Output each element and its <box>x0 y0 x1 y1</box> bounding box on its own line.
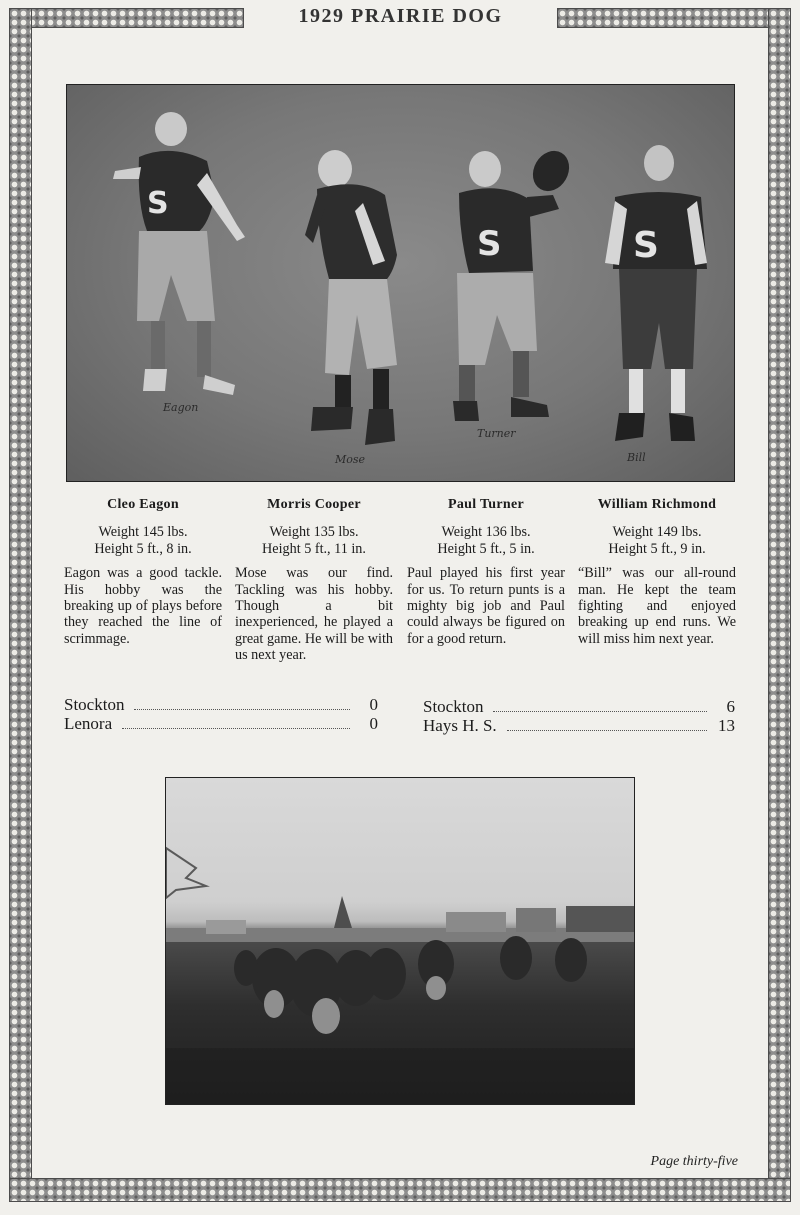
score-points: 6 <box>726 697 735 716</box>
player-name: Paul Turner <box>447 497 525 512</box>
player-bio: Paul played his first year for us. To return punts is a mighty big job and Paul could always be figured on for a good return. <box>407 565 565 647</box>
svg-text:S: S <box>477 224 502 264</box>
signature-eagon: Eagon <box>163 401 199 414</box>
player-column-turner <box>407 497 565 647</box>
player-bio: Mose was our find. Tackling was his hobby. Though a bit inexperienced, he played a great game. He will be with us next year. <box>235 565 393 664</box>
player-weight: Weight 145 lbs. <box>98 524 188 541</box>
leader-dots <box>507 729 707 731</box>
ornamental-border-bottom <box>9 1178 791 1202</box>
ornamental-border-top-left <box>9 8 244 28</box>
signature-turner: Turner <box>477 427 516 440</box>
player-column-eagon <box>64 497 222 647</box>
team-photo-figures <box>67 85 734 481</box>
score-team: Stockton <box>423 697 484 716</box>
leader-dots <box>134 708 350 710</box>
page-number: Page thirty-five <box>650 1154 738 1169</box>
player-height: Height 5 ft., 8 in. <box>94 540 192 557</box>
player-figure-bill <box>605 145 707 441</box>
signature-mose: Mose <box>335 453 366 466</box>
player-column-richmond <box>578 497 736 647</box>
game-action-photo <box>165 777 635 1105</box>
player-figure-eagon <box>113 112 245 395</box>
team-photo <box>66 84 735 482</box>
page-header-title: 1929 PRAIRIE DOG <box>298 5 503 27</box>
ornamental-border-left <box>9 8 32 1202</box>
score-row <box>64 714 378 733</box>
score-points: 13 <box>718 716 735 735</box>
game-photo-scene <box>166 778 634 1104</box>
player-height: Height 5 ft., 11 in. <box>262 540 366 557</box>
player-figure-mose <box>305 150 397 445</box>
score-row <box>423 697 735 716</box>
score-team: Lenora <box>64 714 113 733</box>
score-row <box>423 716 735 735</box>
score-team: Stockton <box>64 695 125 714</box>
score-points: 0 <box>369 695 378 714</box>
player-height: Height 5 ft., 9 in. <box>608 540 706 557</box>
score-row <box>64 695 378 714</box>
svg-text:S: S <box>633 225 659 266</box>
player-weight: Weight 135 lbs. <box>269 524 359 541</box>
player-name: Morris Cooper <box>267 497 361 512</box>
player-name: William Richmond <box>597 497 717 512</box>
ornamental-border-top-right <box>557 8 791 28</box>
player-bio: Eagon was a good tackle. His hobby was the breaking up of plays before they reached the line of scrimmage. <box>64 565 222 647</box>
score-team: Hays H. S. <box>423 716 497 735</box>
svg-text:S: S <box>147 186 169 221</box>
score-points: 0 <box>369 714 378 733</box>
player-weight: Weight 136 lbs. <box>441 524 531 541</box>
player-height: Height 5 ft., 5 in. <box>437 540 535 557</box>
player-name: Cleo Eagon <box>107 497 179 512</box>
player-column-cooper <box>235 497 393 664</box>
player-figure-turner <box>453 144 576 421</box>
leader-dots <box>493 710 707 712</box>
ornamental-border-right <box>768 8 791 1202</box>
player-weight: Weight 149 lbs. <box>612 524 702 541</box>
player-bio: “Bill” was our all-round man. He kept the team fighting and enjoyed breaking up end runs. We will miss him next year. <box>578 565 736 647</box>
signature-bill: Bill <box>627 451 646 464</box>
leader-dots <box>122 727 350 729</box>
